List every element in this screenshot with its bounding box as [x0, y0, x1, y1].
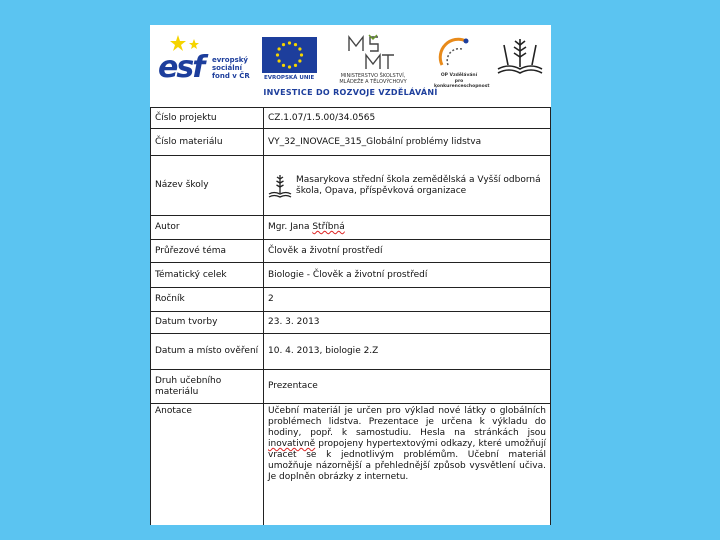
label-rocnik: Ročník — [151, 288, 264, 312]
value-autor — [264, 216, 551, 240]
anotace-part-2: propojeny hypertextovými odkazy, které umožňují vracet se k jednotlivým problémům. Učební materiál umožňuje názornější a přehlednější způsob vysvětlení učiva. Je doplněn obrázky z internetu. — [268, 439, 546, 482]
esf-line-3: fond v ČR — [212, 72, 250, 80]
anotace-part-1: Učební materiál je určen pro výklad nové látky o globálních problémech lidstva. Prezentace je určena k výkladu do hodiny, popř. k samostudiu. Hesla na stránkách jsou — [268, 406, 546, 438]
value-datum-tvorby: 23. 3. 2013 — [264, 312, 551, 334]
label-cislo-projektu: Číslo projektu — [151, 108, 264, 129]
autor-prefix: Mgr. Jana — [268, 222, 313, 232]
anotace-word: inovativně — [268, 439, 316, 449]
esf-line-1: evropský — [212, 56, 248, 64]
value-tematicky-celek: Biologie - Člověk a životní prostředí — [264, 263, 551, 288]
msmt-line-2: MLÁDEŽE A TĚLOVÝCHOVY — [339, 79, 407, 85]
school-emblem-icon — [494, 35, 546, 75]
value-cislo-materialu: VY_32_INOVACE_315_Globální problémy lidstva — [264, 129, 551, 156]
label-prurezove-tema: Průřezové téma — [151, 240, 264, 263]
value-rocnik: 2 — [264, 288, 551, 312]
esf-line-2: sociální — [212, 64, 243, 72]
label-datum-tvorby: Datum tvorby — [151, 312, 264, 334]
autor-surname: Stříbná — [312, 222, 345, 232]
value-datum-misto: 10. 4. 2013, biologie 2.Z — [264, 334, 551, 370]
esf-text — [212, 56, 250, 80]
table-row — [151, 288, 551, 312]
table-row — [151, 334, 551, 370]
project-info-table — [150, 107, 551, 525]
label-autor: Autor — [151, 216, 264, 240]
tagline: INVESTICE DO ROZVOJE VZDĚLÁVÁNÍ — [263, 88, 438, 97]
table-row — [151, 312, 551, 334]
op-line-1: OP Vzdělávání — [440, 73, 478, 78]
value-druh: Prezentace — [264, 370, 551, 404]
eu-caption: EVROPSKÁ UNIE — [264, 75, 315, 81]
value-prurezove-tema: Člověk a životní prostředí — [264, 240, 551, 263]
label-nazev-skoly: Název školy — [151, 156, 264, 216]
esf-wordmark: esf — [158, 50, 204, 85]
table-row — [151, 216, 551, 240]
table-row — [151, 240, 551, 263]
eu-flag-icon — [262, 37, 317, 73]
label-anotace: Anotace — [151, 404, 264, 526]
value-anotace — [264, 404, 551, 526]
table-row — [151, 129, 551, 156]
msmt-logo-icon — [346, 33, 398, 71]
msmt-line-1: MINISTERSTVO ŠKOLSTVÍ, — [340, 73, 406, 79]
value-cislo-projektu: CZ.1.07/1.5.00/34.0565 — [264, 108, 551, 129]
msmt-caption — [338, 73, 408, 85]
table-row — [151, 404, 551, 526]
school-logo-icon — [268, 172, 292, 200]
op-line-2: pro konkurenceschopnost — [434, 78, 490, 89]
table-row — [151, 370, 551, 404]
label-datum-misto: Datum a místo ověření — [151, 334, 264, 370]
document-sheet — [150, 25, 551, 525]
label-cislo-materialu: Číslo materiálu — [151, 129, 264, 156]
table-row — [151, 156, 551, 216]
label-druh: Druh učebního materiálu — [151, 370, 264, 404]
label-tematicky-celek: Tématický celek — [151, 263, 264, 288]
school-name: Masarykova střední škola zemědělská a Vyšší odborná škola, Opava, příspěvková organizace — [296, 174, 541, 196]
value-nazev-skoly — [264, 156, 551, 216]
table-row — [151, 263, 551, 288]
table-row — [151, 108, 551, 129]
logo-band — [150, 25, 551, 107]
op-logo-icon — [436, 35, 482, 71]
